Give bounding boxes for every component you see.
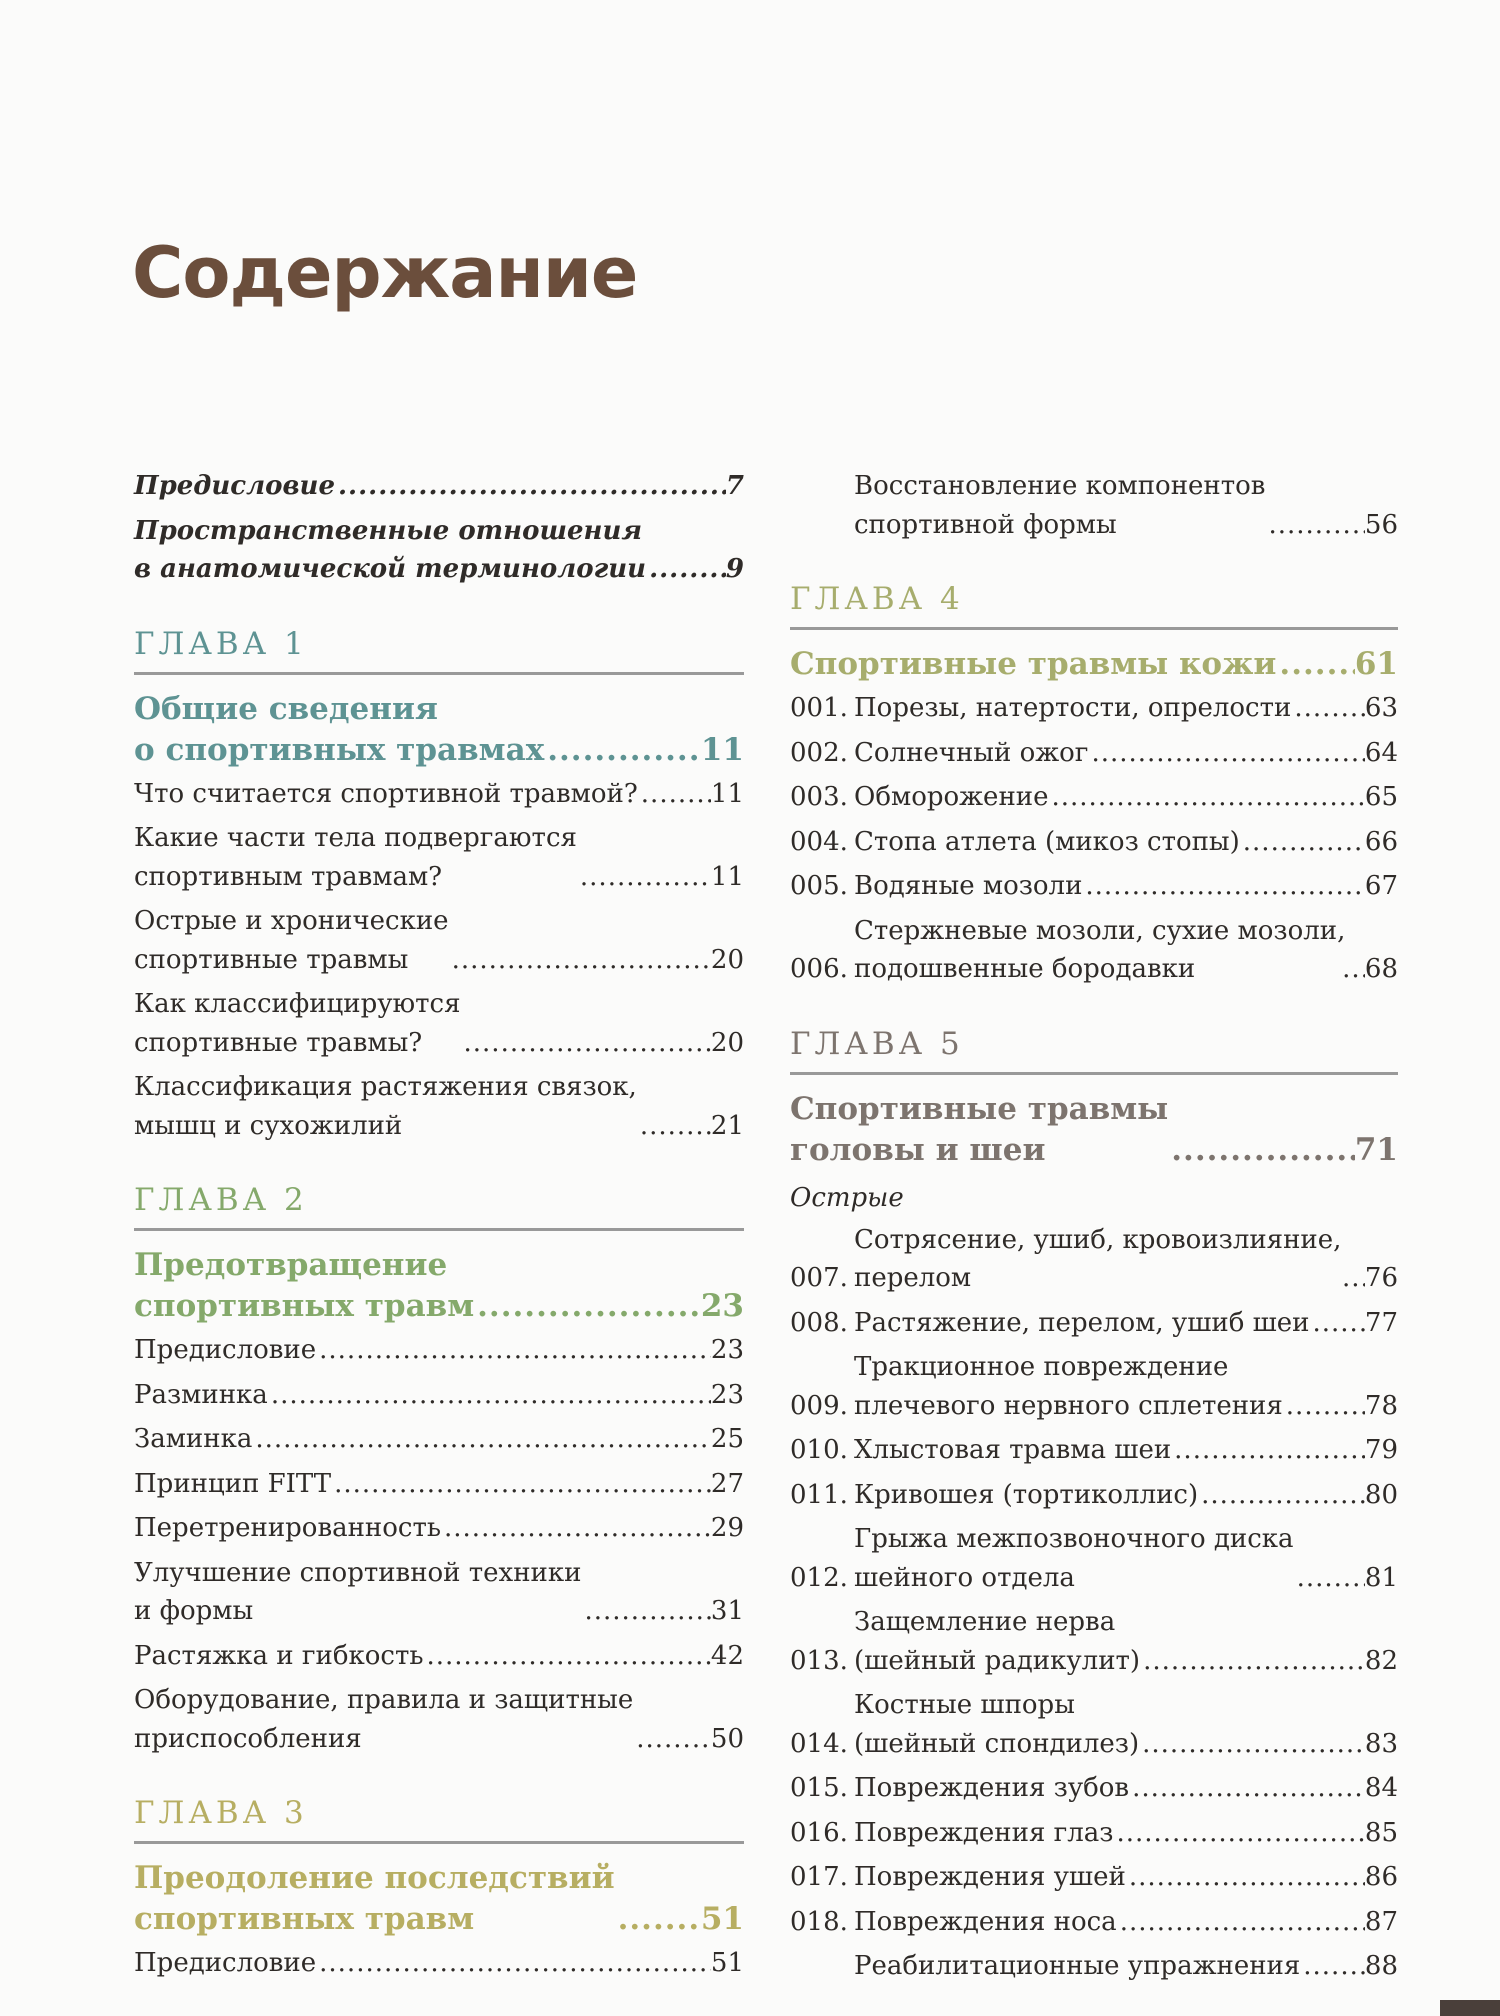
entry-text: [134, 1068, 744, 1145]
page-number: 51: [710, 1948, 744, 1978]
chapter-heading: ГЛАВА 2: [134, 1151, 744, 1231]
dot-leader: [1082, 867, 1365, 906]
entry-number: 017.: [790, 1862, 848, 1892]
page-number: 83: [1364, 1728, 1398, 1759]
page-number: 77: [1364, 1307, 1398, 1338]
entry-lines: [854, 1221, 1342, 1298]
entry-line: Повреждения ушей: [854, 1862, 1126, 1892]
dot-leader: [1198, 1476, 1365, 1515]
page-number: 86: [1364, 1862, 1398, 1892]
entry-line: Предисловие: [134, 1948, 317, 1978]
entry-number: 007.: [790, 1263, 848, 1293]
entry-line: (шейный спондилез): [854, 1728, 1140, 1759]
dot-leader: [331, 1465, 711, 1504]
entry-line: Тракционное повреждение: [854, 1352, 1229, 1382]
entry-lines: [134, 1420, 252, 1459]
entry-lines: [134, 1681, 633, 1758]
entry-text: [134, 512, 744, 589]
page-number: 78: [1364, 1390, 1398, 1421]
chapter-title-entry[interactable]: [790, 1089, 1398, 1171]
entry-lines: [134, 689, 544, 771]
toc-left-column: [134, 467, 744, 1989]
entry-number: 001.: [790, 693, 848, 723]
dot-leader: [615, 1899, 701, 1940]
entry-text: [134, 1944, 744, 1983]
entry-line: Оборудование, правила и защитные: [134, 1685, 634, 1715]
dot-leader: [1276, 644, 1354, 685]
entry-line: Грыжа межпозвоночного диска: [854, 1524, 1294, 1554]
page-number: 88: [1364, 1951, 1398, 1981]
entry-text: [854, 1858, 1398, 1897]
dot-leader: [423, 1637, 710, 1676]
dot-leader: [1339, 950, 1365, 989]
entry-line: мышц и сухожилий: [134, 1110, 403, 1141]
entry-lines: [854, 734, 1088, 773]
toc-entry[interactable]: [134, 1376, 744, 1415]
entry-line: Общие сведения: [134, 690, 438, 727]
entry-text: [854, 1947, 1398, 1986]
page-number: 87: [1364, 1906, 1398, 1937]
page-number: 20: [710, 944, 744, 975]
page-number: 20: [710, 1027, 744, 1058]
entry-line: спортивным травмам?: [134, 861, 443, 892]
toc-entry[interactable]: [790, 823, 1398, 862]
toc-entry[interactable]: [790, 912, 1398, 989]
chapter-title-entry[interactable]: [790, 644, 1398, 685]
entry-line: Стопа атлета (микоз стопы): [854, 826, 1240, 857]
chapter-heading: ГЛАВА 3: [134, 1764, 744, 1844]
page-number: 85: [1364, 1817, 1398, 1848]
page-number: 23: [700, 1288, 744, 1324]
entry-text: [854, 1603, 1398, 1680]
entry-text: [854, 912, 1398, 989]
entry-text: [134, 775, 744, 814]
dot-leader: [1283, 1387, 1365, 1426]
toc-entry[interactable]: [134, 1637, 744, 1676]
entry-text: [790, 644, 1398, 685]
entry-lines: [854, 1520, 1294, 1597]
entry-line: Пространственные отношения: [134, 515, 643, 546]
page-number: 29: [710, 1513, 744, 1543]
page-number: 71: [1354, 1131, 1398, 1168]
page-number: 67: [1364, 871, 1398, 901]
page-number: 56: [1364, 509, 1398, 540]
entry-lines: [854, 1903, 1117, 1942]
page-number: 11: [710, 861, 744, 892]
page-number: 81: [1364, 1562, 1398, 1593]
entry-line: и формы: [134, 1596, 254, 1626]
dot-leader: [1339, 1259, 1365, 1298]
page-number: 23: [710, 1335, 744, 1365]
dot-leader: [1126, 1858, 1365, 1897]
entry-number: 010.: [790, 1435, 848, 1465]
entry-text: [854, 1476, 1398, 1515]
toc-entry[interactable]: [790, 734, 1398, 773]
entry-text: [854, 1686, 1398, 1763]
entry-line: перелом: [854, 1263, 972, 1293]
toc-entry[interactable]: [790, 1476, 1398, 1515]
front-matter-entry[interactable]: [134, 467, 744, 506]
entry-line: Повреждения носа: [854, 1906, 1117, 1937]
entry-lines: [854, 1603, 1140, 1680]
entry-text: [134, 467, 744, 506]
entry-lines: [134, 467, 335, 506]
entry-number: 013.: [790, 1645, 848, 1676]
entry-text: [134, 1465, 744, 1504]
entry-lines: [854, 689, 1291, 728]
entry-line: Улучшение спортивной техники: [134, 1557, 582, 1588]
entry-line: Порезы, натертости, опрелости: [854, 693, 1292, 723]
entry-line: в анатомической терминологии: [134, 554, 647, 584]
entry-lines: [134, 985, 461, 1062]
chapter-title-entry[interactable]: [134, 1245, 744, 1327]
entry-text: [854, 1520, 1398, 1597]
dot-leader: [1049, 778, 1365, 817]
entry-lines: [854, 1476, 1198, 1515]
entry-line: головы и шеи: [790, 1131, 1046, 1168]
toc-entry[interactable]: [134, 1554, 744, 1631]
entry-line: приспособления: [134, 1723, 362, 1754]
entry-lines: [854, 1304, 1310, 1343]
entry-lines: [854, 467, 1265, 544]
entry-lines: [854, 778, 1049, 817]
entry-text: [854, 467, 1398, 544]
entry-text: [134, 1554, 744, 1631]
entry-lines: [134, 1465, 331, 1504]
entry-lines: [134, 512, 646, 589]
page-number: 21: [710, 1110, 744, 1141]
entry-line: спортивной формы: [854, 509, 1117, 540]
toc-entry[interactable]: [134, 775, 744, 814]
page-number: 50: [710, 1723, 744, 1754]
entry-number: 003.: [790, 782, 848, 812]
page-number: 68: [1364, 954, 1398, 984]
entry-lines: [134, 819, 577, 896]
entry-line: Сотрясение, ушиб, кровоизлияние,: [854, 1224, 1342, 1255]
entry-lines: [854, 1858, 1126, 1897]
page-number: 7: [725, 471, 744, 501]
entry-text: [854, 1431, 1398, 1470]
section-subheading: Острые: [790, 1182, 904, 1213]
entry-text: [854, 823, 1398, 862]
toc-entry[interactable]: [790, 689, 1398, 728]
entry-lines: [134, 1376, 268, 1415]
entry-line: спортивные травмы?: [134, 1027, 423, 1058]
entry-line: (шейный радикулит): [854, 1645, 1141, 1676]
entry-text: [854, 1304, 1398, 1343]
dot-leader: [577, 858, 711, 897]
entry-lines: [134, 902, 449, 979]
entry-lines: [134, 1554, 581, 1631]
page-number: 61: [1354, 646, 1398, 682]
dot-leader: [637, 1107, 711, 1146]
toc-entry[interactable]: [790, 1520, 1398, 1597]
entry-number: 009.: [790, 1390, 848, 1421]
entry-lines: [854, 1769, 1129, 1808]
toc-entry[interactable]: [790, 1686, 1398, 1763]
dot-leader: [1240, 823, 1365, 862]
entry-line: Обморожение: [854, 782, 1049, 812]
entry-text: [134, 1858, 744, 1940]
entry-text: [854, 689, 1398, 728]
page-number: 64: [1364, 737, 1398, 768]
page-number: 65: [1364, 782, 1398, 812]
entry-lines: [790, 644, 1276, 685]
entry-line: Стержневые мозоли, сухие мозоли,: [854, 915, 1346, 946]
entry-text: [854, 734, 1398, 773]
dot-leader: [335, 467, 726, 506]
entry-text: [134, 1420, 744, 1459]
dot-leader: [449, 941, 711, 980]
toc-entry[interactable]: [790, 1858, 1398, 1897]
entry-number: 005.: [790, 871, 848, 901]
toc-entry[interactable]: [134, 1420, 744, 1459]
page-number: 23: [710, 1379, 744, 1410]
entry-text: [854, 1221, 1398, 1298]
dot-leader: [1129, 1769, 1365, 1808]
toc-entry[interactable]: [134, 1681, 744, 1758]
entry-lines: [134, 1637, 423, 1676]
entry-text: [854, 1769, 1398, 1808]
toc-entry[interactable]: [790, 1603, 1398, 1680]
chapter-title-entry[interactable]: [134, 689, 744, 771]
entry-line: Хлыстовая травма шеи: [854, 1435, 1172, 1465]
dot-leader: [1140, 1642, 1365, 1681]
toc-entry[interactable]: [134, 1465, 744, 1504]
toc-entry[interactable]: [134, 1331, 744, 1370]
entry-text: [134, 1637, 744, 1676]
entry-line: спортивных травм: [134, 1901, 475, 1937]
entry-line: Повреждения глаз: [854, 1817, 1114, 1848]
entry-text: [790, 1089, 1398, 1171]
entry-line: Растяжение, перелом, ушиб шеи: [854, 1307, 1310, 1338]
dot-leader: [316, 1331, 711, 1370]
toc-entry[interactable]: [790, 778, 1398, 817]
dot-leader: [252, 1420, 711, 1459]
entry-line: Острые и хронические: [134, 906, 449, 936]
dot-leader: [441, 1509, 711, 1548]
entry-number: 004.: [790, 826, 848, 857]
dot-leader: [638, 775, 711, 814]
entry-text: [854, 1348, 1398, 1425]
entry-lines: [854, 1348, 1283, 1425]
entry-text: [134, 1681, 744, 1758]
page-edge-mark: [1440, 2000, 1500, 2016]
entry-number: 008.: [790, 1307, 848, 1338]
page-number: 11: [700, 731, 744, 768]
entry-line: Водяные мозоли: [854, 871, 1083, 901]
page-number: 79: [1364, 1435, 1398, 1465]
toc-entry[interactable]: [790, 1947, 1398, 1986]
dot-leader: [474, 1286, 701, 1327]
entry-lines: [134, 775, 638, 814]
toc-entry[interactable]: [134, 819, 744, 896]
toc-entry[interactable]: [790, 867, 1398, 906]
entry-line: Преодоление последствий: [134, 1860, 615, 1896]
dot-leader: [1294, 1559, 1365, 1598]
front-matter-entry[interactable]: [134, 512, 744, 589]
entry-lines: [854, 823, 1240, 862]
entry-lines: [134, 1068, 637, 1145]
entry-text: [854, 778, 1398, 817]
dot-leader: [1139, 1725, 1365, 1764]
dot-leader: [646, 550, 726, 589]
page-number: 76: [1364, 1263, 1398, 1293]
page-number: 25: [710, 1424, 744, 1454]
page-number: 66: [1364, 826, 1398, 857]
entry-text: [854, 1814, 1398, 1853]
chapter-title-entry[interactable]: [134, 1858, 744, 1940]
entry-text: [134, 1509, 744, 1548]
entry-line: спортивные травмы: [134, 944, 409, 975]
toc-entry[interactable]: [134, 1509, 744, 1548]
dot-leader: [1300, 1947, 1365, 1986]
entry-text: [854, 867, 1398, 906]
toc-entry[interactable]: [790, 1769, 1398, 1808]
entry-line: Что считается спортивной травмой?: [134, 778, 638, 809]
entry-line: плечевого нервного сплетения: [854, 1390, 1283, 1421]
toc-entry[interactable]: [134, 1068, 744, 1145]
chapter-heading: ГЛАВА 5: [790, 995, 1398, 1075]
dot-leader: [268, 1376, 711, 1415]
page-number: 27: [710, 1468, 744, 1499]
entry-lines: [134, 1858, 615, 1940]
entry-number: 012.: [790, 1562, 848, 1593]
entry-number: 002.: [790, 737, 848, 768]
entry-line: Растяжка и гибкость: [134, 1640, 424, 1671]
entry-line: Костные шпоры: [854, 1690, 1075, 1720]
toc-entry[interactable]: [790, 1221, 1398, 1298]
entry-line: Принцип FITT: [134, 1468, 332, 1499]
entry-line: Спортивные травмы кожи: [790, 646, 1277, 682]
chapter-heading: ГЛАВА 1: [134, 595, 744, 675]
dot-leader: [1113, 1814, 1364, 1853]
toc-entry[interactable]: [790, 467, 1398, 544]
entry-line: Предисловие: [134, 1335, 317, 1365]
dot-leader: [1171, 1431, 1365, 1470]
toc-entry[interactable]: [134, 902, 744, 979]
entry-lines: [854, 1686, 1139, 1763]
toc-entry[interactable]: [790, 1348, 1398, 1425]
entry-number: 011.: [790, 1479, 848, 1510]
entry-number: 016.: [790, 1817, 848, 1848]
entry-number: 015.: [790, 1773, 848, 1803]
entry-line: Повреждения зубов: [854, 1773, 1130, 1803]
entry-number: 006.: [790, 954, 848, 984]
entry-lines: [790, 1089, 1168, 1171]
toc-entry[interactable]: [790, 1903, 1398, 1942]
page-number: 31: [710, 1596, 744, 1626]
entry-line: Заминка: [134, 1424, 253, 1454]
entry-line: Предисловие: [134, 471, 335, 501]
page-number: 42: [710, 1640, 744, 1671]
entry-text: [134, 985, 744, 1062]
entry-text: [134, 1376, 744, 1415]
toc-entry[interactable]: [790, 1814, 1398, 1853]
dot-leader: [1291, 689, 1365, 728]
entry-number: 014.: [790, 1728, 848, 1759]
dot-leader: [1265, 506, 1364, 545]
dot-leader: [544, 730, 701, 771]
entry-text: [134, 819, 744, 896]
entry-line: Спортивные травмы: [790, 1090, 1169, 1127]
page-number: 80: [1364, 1479, 1398, 1510]
entry-line: о спортивных травмах: [134, 731, 545, 768]
entry-line: шейного отдела: [854, 1562, 1075, 1593]
toc-entry[interactable]: [134, 985, 744, 1062]
page-number: 82: [1364, 1645, 1398, 1676]
entry-lines: [134, 1944, 316, 1983]
entry-line: Предотвращение: [134, 1247, 448, 1283]
entry-line: Какие части тела подвергаются: [134, 823, 577, 853]
page-number: 11: [710, 778, 744, 809]
entry-line: Как классифицируются: [134, 989, 461, 1019]
page-number: 9: [725, 554, 744, 584]
page-number: 63: [1364, 693, 1398, 723]
page-title: Содержание: [132, 232, 638, 314]
dot-leader: [581, 1592, 710, 1631]
entry-line: Реабилитационные упражнения: [854, 1951, 1301, 1981]
entry-line: Кривошея (тортиколлис): [854, 1479, 1199, 1510]
entry-number: 018.: [790, 1906, 848, 1937]
entry-lines: [854, 1947, 1300, 1986]
entry-lines: [854, 912, 1346, 989]
entry-lines: [854, 1431, 1171, 1470]
dot-leader: [1117, 1903, 1365, 1942]
entry-text: [134, 902, 744, 979]
toc-right-column: [790, 467, 1398, 1992]
page-number: 84: [1364, 1773, 1398, 1803]
entry-line: Разминка: [134, 1379, 268, 1410]
dot-leader: [1168, 1130, 1355, 1171]
toc-entry[interactable]: [790, 1431, 1398, 1470]
entry-text: [854, 1903, 1398, 1942]
entry-lines: [134, 1331, 316, 1370]
dot-leader: [633, 1720, 711, 1759]
entry-line: Восстановление компонентов: [854, 471, 1266, 501]
entry-text: [134, 689, 744, 771]
page-number: 51: [700, 1901, 744, 1937]
entry-line: Перетренированность: [134, 1513, 442, 1543]
entry-lines: [134, 1509, 441, 1548]
dot-leader: [1310, 1304, 1365, 1343]
chapter-heading: ГЛАВА 4: [790, 550, 1398, 630]
entry-line: Классификация растяжения связок,: [134, 1072, 637, 1102]
entry-line: спортивных травм: [134, 1288, 475, 1324]
entry-lines: [854, 1814, 1113, 1853]
dot-leader: [316, 1944, 711, 1983]
toc-entry[interactable]: [790, 1304, 1398, 1343]
entry-lines: [134, 1245, 474, 1327]
dot-leader: [461, 1024, 711, 1063]
entry-text: [134, 1245, 744, 1327]
entry-line: Солнечный ожог: [854, 737, 1089, 768]
dot-leader: [1088, 734, 1364, 773]
entry-line: подошвенные бородавки: [854, 954, 1196, 984]
entry-lines: [854, 867, 1082, 906]
toc-entry[interactable]: [134, 1944, 744, 1983]
entry-line: Защемление нерва: [854, 1607, 1116, 1637]
entry-text: [134, 1331, 744, 1370]
